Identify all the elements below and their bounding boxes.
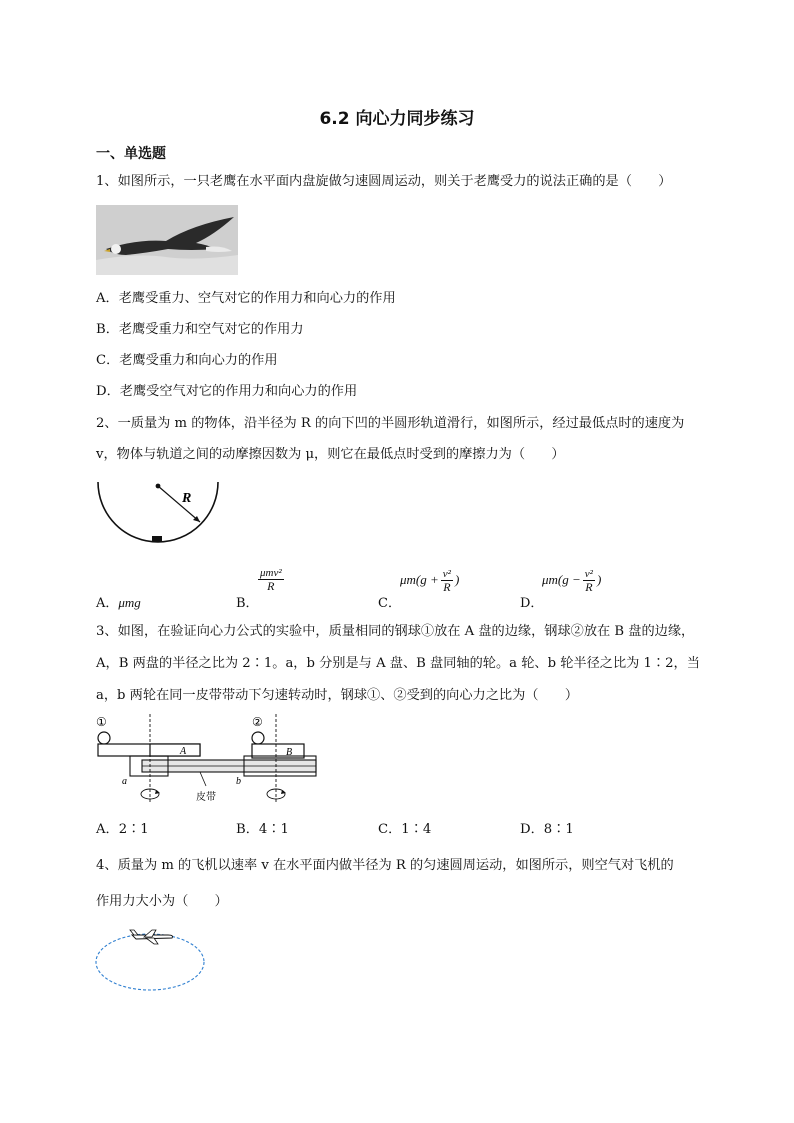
q2-option-d-label: D． [520, 596, 544, 611]
q2-option-c-label: C． [378, 596, 401, 611]
q3-option-b: B．4∶1 [236, 822, 289, 837]
eagle-photo [96, 205, 238, 275]
disk-a-label: A [180, 746, 187, 757]
q2-option-b-label: B． [236, 596, 259, 611]
q2-option-b-formula: $\frac{\text{μmv²}}{R}$ [260, 567, 282, 594]
page-title: 6.2 向心力同步练习 [319, 109, 475, 129]
q2-stem-line2: v，物体与轨道之间的动摩擦因数为 μ，则它在最低点时受到的摩擦力为（ ） [96, 447, 565, 462]
q1-option-c: C．老鹰受重力和向心力的作用 [96, 353, 278, 368]
semicircle-track-diagram [94, 478, 224, 548]
ball-2-label: ② [252, 715, 263, 729]
q2-option-c-formula: μm(g + $\frac{\text{v²}}{R}$ ) [400, 568, 460, 595]
q4-stem-line2: 作用力大小为（ ） [96, 894, 228, 909]
q2-option-d-formula: μm(g − $\frac{\text{v²}}{R}$ ) [542, 568, 602, 595]
ball-1 [98, 732, 110, 744]
belt-label: 皮带 [196, 792, 216, 803]
q2-stem-line1: 2、一质量为 m 的物体，沿半径为 R 的向下凹的半圆形轨道滑行，如图所示，经过最低点时的速度为 [96, 416, 685, 431]
q3-stem-line1: 3、如图，在验证向心力公式的实验中，质量相同的钢球①放在 A 盘的边缘，钢球②放在 B 盘的边缘， [96, 624, 695, 639]
radius-label: R [182, 491, 192, 506]
wheel-b-label: b [236, 776, 241, 787]
q1-option-a: A．老鹰受重力、空气对它的作用力和向心力的作用 [96, 291, 396, 306]
q1-option-b: B．老鹰受重力和空气对它的作用力 [96, 322, 304, 337]
ball-2 [252, 732, 264, 744]
q3-option-c: C．1∶4 [378, 822, 432, 837]
wheel-a-label: a [122, 776, 127, 787]
ball-1-label: ① [96, 715, 107, 729]
eagle-icon [96, 205, 238, 275]
airplane-icon [130, 930, 173, 944]
disk-b-label: B [286, 747, 293, 758]
q3-stem-line3: a，b 两轮在同一皮带带动下匀速转动时，钢球①、②受到的向心力之比为（ ） [96, 688, 579, 703]
q3-option-d: D．8∶1 [520, 822, 574, 837]
q3-stem-line2: A，B 两盘的半径之比为 2∶1。a，b 分别是与 A 盘、B 盘同轴的轮。a 轮、b 轮半径之比为 1∶2，当 [96, 656, 700, 671]
airplane-circle-diagram [92, 922, 208, 994]
q4-stem-line1: 4、质量为 m 的飞机以速率 v 在水平面内做半径为 R 的匀速圆周运动，如图所示，则空气对飞机的 [96, 858, 674, 873]
q3-option-a: A．2∶1 [96, 822, 149, 837]
q1-stem: 1、如图所示，一只老鹰在水平面内盘旋做匀速圆周运动，则关于老鹰受力的说法正确的是（ ） [96, 174, 672, 189]
belt-pulley-diagram [94, 714, 324, 806]
section-heading: 一、单选题 [96, 146, 166, 162]
q1-option-d: D．老鹰受空气对它的作用力和向心力的作用 [96, 384, 358, 399]
q2-option-a: A．μmg [96, 595, 141, 611]
